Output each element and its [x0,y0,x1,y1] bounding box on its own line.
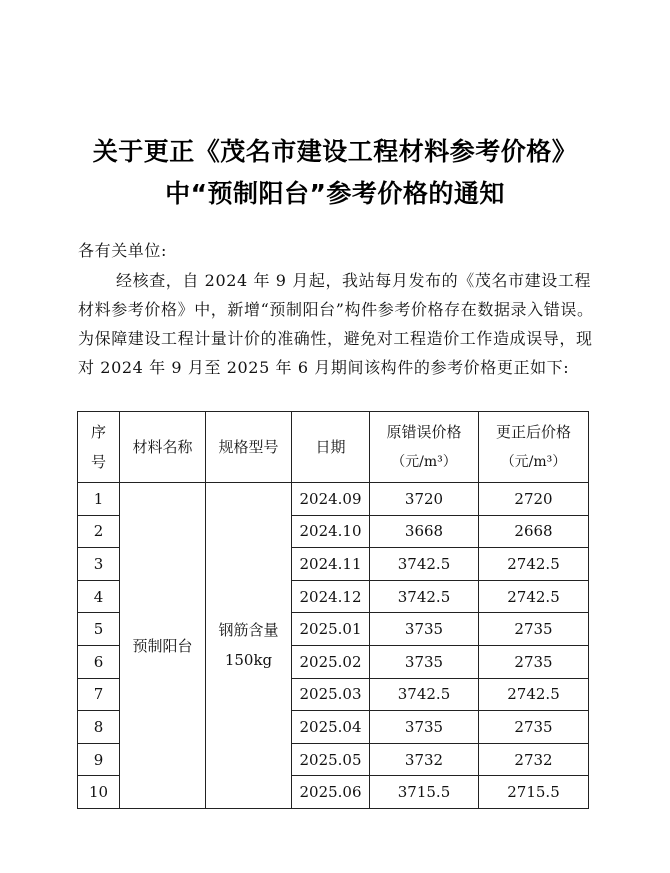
cell-corrected-price: 2735 [479,711,589,744]
header-original-price-label: 原错误价格 [386,423,462,441]
header-original-price [370,412,479,483]
cell-seq: 1 [78,483,120,516]
cell-corrected-price: 2668 [479,515,589,548]
cell-date: 2025.04 [292,711,370,744]
header-spec: 规格型号 [206,412,292,483]
cell-date: 2024.12 [292,580,370,613]
cell-spec-line-2: 150kg [224,651,273,670]
cell-corrected-price: 2735 [479,645,589,678]
cell-corrected-price: 2742.5 [479,548,589,581]
cell-seq: 9 [78,743,120,776]
cell-corrected-price: 2742.5 [479,580,589,613]
cell-seq: 7 [78,678,120,711]
header-corrected-price-label: 更正后价格 [495,423,571,441]
body-paragraph: 经核查，自 2024 年 9 月起，我站每月发布的《茂名市建设工程材料参考价格》中，新增“预制阳台”构件参考价格存在数据录入错误。为保障建设工程计量计价的准确性，避免对工程造价工作造成误导，现对 2024 年 9 月至 2025 年 6 月期间该构件的参考价格更正如下: [78,271,594,377]
cell-date: 2025.02 [292,645,370,678]
cell-original-price: 3735 [370,711,479,744]
cell-original-price: 3720 [370,483,479,516]
cell-corrected-price: 2735 [479,613,589,646]
cell-original-price: 3715.5 [370,776,479,809]
cell-date: 2024.10 [292,515,370,548]
cell-original-price: 3742.5 [370,678,479,711]
cell-seq: 5 [78,613,120,646]
cell-seq: 2 [78,515,120,548]
document-title-line-1: 关于更正《茂名市建设工程材料参考价格》 [92,137,578,166]
cell-seq: 4 [78,580,120,613]
salutation: 各有关单位: [78,241,167,260]
table-header-row [78,412,589,483]
header-date: 日期 [292,412,370,483]
header-original-price-unit: （元/m³） [391,454,457,470]
cell-date: 2025.06 [292,776,370,809]
table-body [78,483,589,809]
cell-date: 2025.01 [292,613,370,646]
cell-spec-line-1: 钢筋含量 [218,621,279,640]
cell-seq: 6 [78,645,120,678]
cell-date: 2024.09 [292,483,370,516]
document-title-line-2: 中“预制阳台”参考价格的通知 [165,179,505,208]
header-corrected-price-unit: （元/m³） [500,454,567,470]
header-material: 材料名称 [120,412,206,483]
cell-original-price: 3742.5 [370,548,479,581]
cell-seq: 3 [78,548,120,581]
table-row [78,483,589,516]
price-correction-table [77,411,589,809]
cell-corrected-price: 2742.5 [479,678,589,711]
cell-seq: 10 [78,776,120,809]
cell-date: 2024.11 [292,548,370,581]
cell-corrected-price: 2720 [479,483,589,516]
cell-original-price: 3735 [370,613,479,646]
cell-date: 2025.03 [292,678,370,711]
cell-seq: 8 [78,711,120,744]
cell-material: 预制阳台 [120,483,206,809]
cell-corrected-price: 2732 [479,743,589,776]
cell-original-price: 3742.5 [370,580,479,613]
cell-corrected-price: 2715.5 [479,776,589,809]
cell-original-price: 3668 [370,515,479,548]
cell-original-price: 3735 [370,645,479,678]
cell-date: 2025.05 [292,743,370,776]
cell-spec [206,483,292,809]
header-seq [78,412,120,483]
header-seq-line-1: 序 [90,423,106,441]
header-seq-line-2: 号 [90,453,106,471]
header-corrected-price [479,412,589,483]
cell-original-price: 3732 [370,743,479,776]
